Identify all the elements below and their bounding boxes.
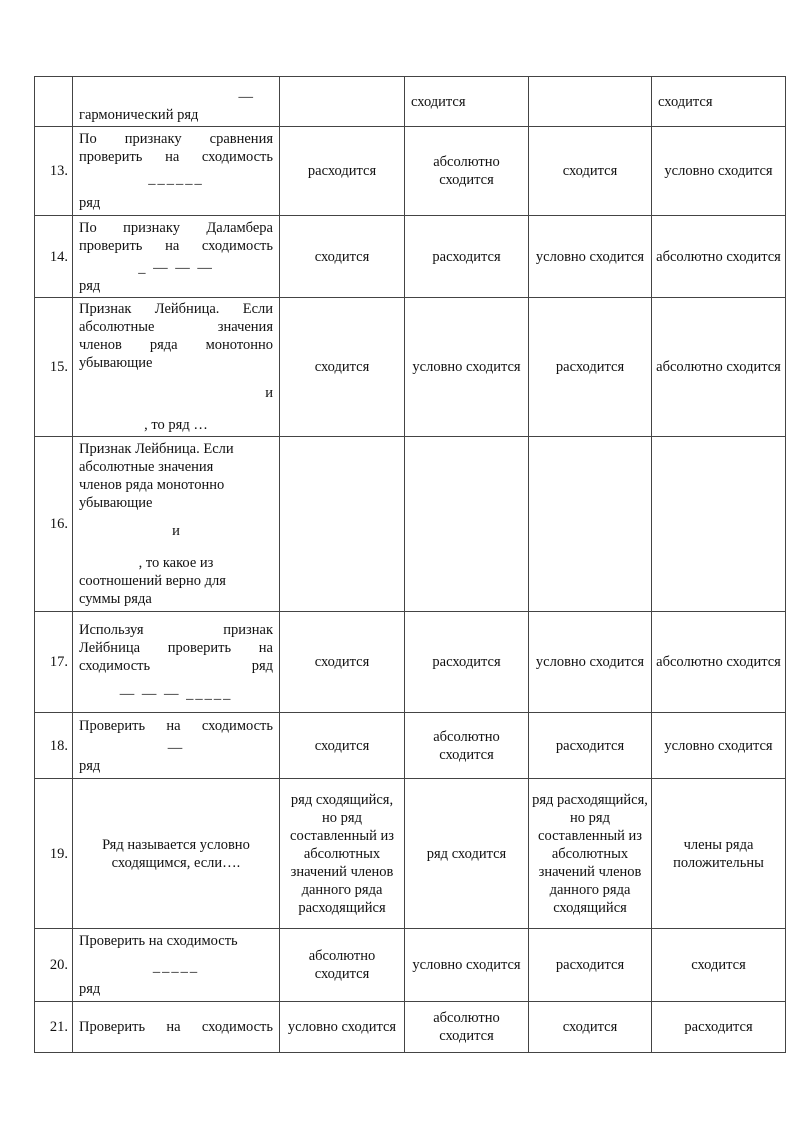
option-a[interactable]: расходится — [280, 127, 405, 216]
option-c[interactable]: расходится — [529, 713, 652, 779]
question-text: абсолютные значения — [79, 459, 214, 475]
question-text: сходимость — [79, 658, 151, 674]
option-b[interactable]: расходится — [405, 612, 529, 713]
question-text: , то ряд … — [144, 417, 208, 433]
table-row — [35, 929, 786, 1002]
option-d[interactable]: абсолютно сходится — [652, 298, 786, 437]
table-row — [35, 1002, 786, 1053]
question-cell — [73, 713, 280, 779]
table-row — [35, 713, 786, 779]
option-b[interactable] — [405, 437, 529, 612]
option-d[interactable]: сходится — [652, 77, 786, 127]
question-text: соотношений верно для — [79, 573, 226, 589]
question-text: ряд — [79, 195, 101, 211]
question-text: ряд — [79, 981, 101, 997]
option-b[interactable]: условно сходится — [405, 298, 529, 437]
question-cell — [73, 929, 280, 1002]
option-c[interactable]: условно сходится — [529, 612, 652, 713]
option-d[interactable]: абсолютно сходится — [652, 216, 786, 298]
row-number: 16. — [35, 437, 73, 612]
question-text: и — [265, 385, 273, 401]
formula-placeholder: _____ — [152, 959, 200, 975]
question-cell — [73, 437, 280, 612]
option-c[interactable]: ряд расходящийся, но ряд составленный из абсолютных значений членов данного ряда сходящийся — [529, 779, 652, 929]
question-text: Признак Лейбница. Если — [79, 441, 234, 457]
question-text: ряд — [79, 757, 101, 774]
question-cell — [73, 1002, 280, 1053]
question-text: членов ряда монотонно — [79, 337, 273, 353]
option-d[interactable]: расходится — [652, 1002, 786, 1053]
question-text: Используя признак — [79, 622, 273, 638]
question-text: , то какое из — [138, 555, 214, 571]
question-text: убывающие — [79, 355, 153, 371]
option-b[interactable]: расходится — [405, 216, 529, 298]
question-cell — [73, 612, 280, 713]
table-row — [35, 612, 786, 713]
option-a[interactable]: сходится — [280, 713, 405, 779]
question-text: Проверить на сходимость — [79, 717, 273, 734]
row-number: 15. — [35, 298, 73, 437]
option-b[interactable]: условно сходится — [405, 929, 529, 1002]
formula-placeholder: — — [167, 739, 185, 756]
option-b[interactable]: абсолютно сходится — [405, 1002, 529, 1053]
option-d[interactable]: сходится — [652, 929, 786, 1002]
option-c[interactable]: сходится — [529, 127, 652, 216]
formula-placeholder: _ — — — — [138, 259, 214, 276]
table-row — [35, 437, 786, 612]
table-row — [35, 779, 786, 929]
question-text: По признаку сравнения — [79, 131, 273, 147]
question-cell — [73, 216, 280, 298]
row-number: 14. — [35, 216, 73, 298]
option-c[interactable] — [529, 77, 652, 127]
question-text: ряд — [79, 277, 101, 294]
option-c[interactable] — [529, 437, 652, 612]
option-c[interactable]: расходится — [529, 298, 652, 437]
option-d[interactable]: условно сходится — [652, 713, 786, 779]
question-text: и — [172, 523, 180, 539]
question-text: По признаку Даламбера — [79, 219, 273, 236]
question-text: гармонический ряд — [79, 107, 199, 123]
option-b[interactable]: сходится — [405, 77, 529, 127]
question-text: ряд — [251, 658, 273, 674]
row-number: 19. — [35, 779, 73, 929]
table-row — [35, 127, 786, 216]
option-b[interactable]: ряд сходится — [405, 779, 529, 929]
option-b[interactable]: абсолютно сходится — [405, 713, 529, 779]
question-text: Лейбница проверить на — [79, 640, 273, 656]
row-number: 20. — [35, 929, 73, 1002]
question-text: Проверить на сходимость — [79, 1019, 273, 1035]
option-d[interactable]: абсолютно сходится — [652, 612, 786, 713]
option-a[interactable]: сходится — [280, 612, 405, 713]
option-d[interactable]: члены ряда положительны — [652, 779, 786, 929]
question-text-line — [79, 657, 273, 675]
question-text: членов ряда монотонно — [79, 477, 225, 493]
option-a[interactable]: условно сходится — [280, 1002, 405, 1053]
option-a[interactable] — [280, 437, 405, 612]
option-a[interactable]: абсолютно сходится — [280, 929, 405, 1002]
question-text: убывающие — [79, 495, 153, 511]
table-row — [35, 216, 786, 298]
question-text: абсолютные значения — [79, 319, 273, 335]
table-row — [35, 77, 786, 127]
question-text: проверить на сходимость — [79, 237, 273, 254]
question-text: Проверить на сходимость — [79, 933, 238, 949]
questions-table — [34, 76, 786, 1053]
question-text: Ряд называется условно сходящимся, если…. — [73, 779, 280, 929]
formula-placeholder: — — [238, 89, 255, 105]
option-a[interactable]: сходится — [280, 216, 405, 298]
option-a[interactable]: сходится — [280, 298, 405, 437]
formula-placeholder: — — — _____ — [119, 686, 233, 702]
formula-placeholder: ______ — [148, 171, 204, 187]
option-a[interactable] — [280, 77, 405, 127]
option-b[interactable]: абсолютно сходится — [405, 127, 529, 216]
option-d[interactable]: условно сходится — [652, 127, 786, 216]
option-c[interactable]: сходится — [529, 1002, 652, 1053]
table-row — [35, 298, 786, 437]
row-number: 13. — [35, 127, 73, 216]
question-text: Признак Лейбница. Если — [79, 301, 273, 317]
question-cell — [73, 127, 280, 216]
option-d[interactable] — [652, 437, 786, 612]
question-cell — [73, 298, 280, 437]
option-c[interactable]: расходится — [529, 929, 652, 1002]
option-a[interactable]: ряд сходящийся, но ряд составленный из абсолютных значений членов данного ряда расходящийся — [280, 779, 405, 929]
question-cell — [73, 77, 280, 127]
row-number: 21. — [35, 1002, 73, 1053]
option-c[interactable]: условно сходится — [529, 216, 652, 298]
row-number — [35, 77, 73, 127]
row-number: 17. — [35, 612, 73, 713]
question-text: проверить на сходимость — [79, 149, 273, 165]
row-number: 18. — [35, 713, 73, 779]
question-text: суммы ряда — [79, 591, 152, 607]
